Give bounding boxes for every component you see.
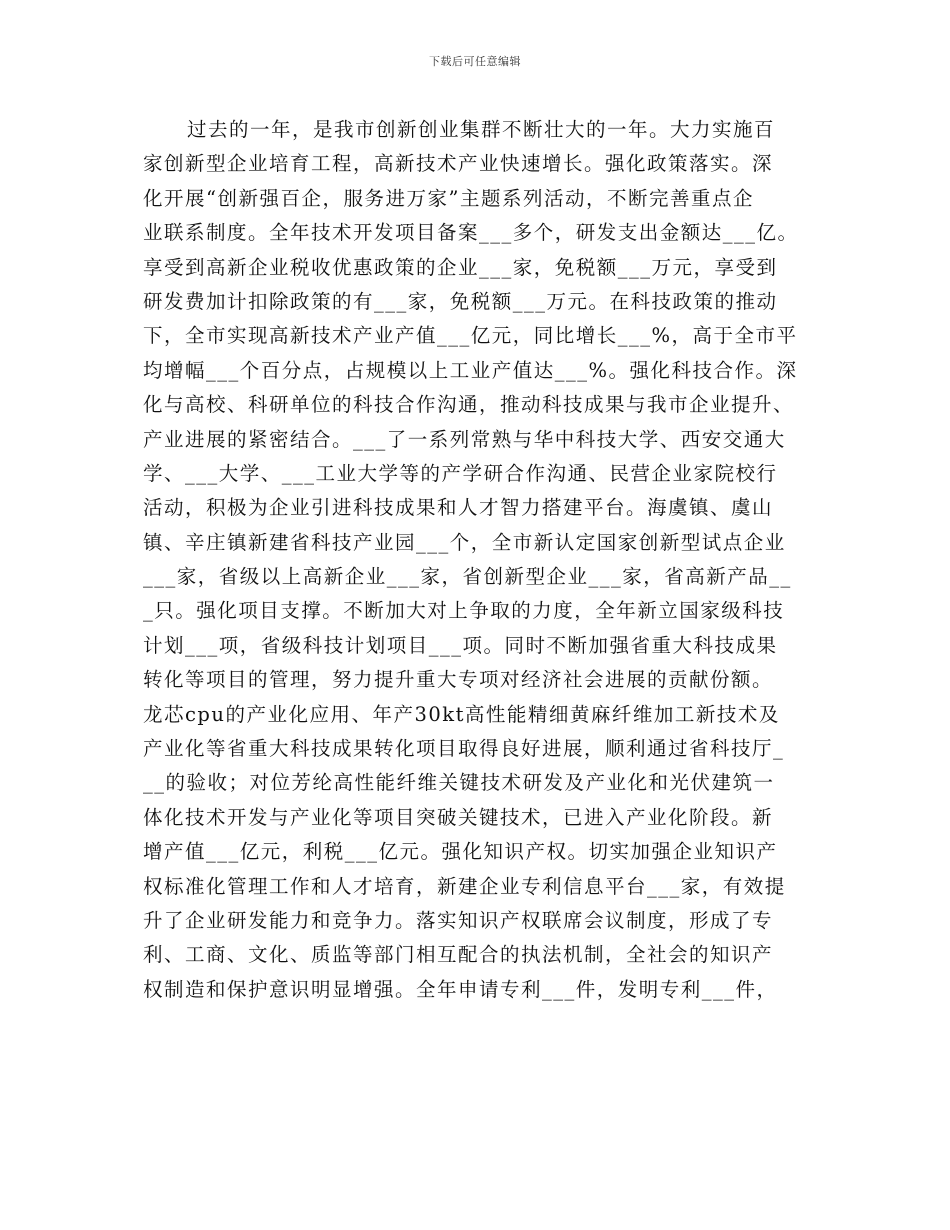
text-line: 体化技术开发与产业化等项目突破关键技术，已进入产业化阶段。新 [143, 805, 774, 829]
text-line: 享受到高新企业税收优惠政策的企业___家，免税额___万元，享受到 [143, 255, 778, 279]
text-line: 利、工商、文化、质监等部门相互配合的执法机制，全社会的知识产 [143, 943, 774, 967]
text-line: __的验收；对位芳纶高性能纤维关键技术研发及产业化和光伏建筑一 [143, 771, 775, 795]
text-line: 权标准化管理工作和人才培育，新建企业专利信息平台___家，有效提 [143, 874, 786, 898]
text-line: 镇、辛庄镇新建省科技产业园___个，全市新认定国家创新型试点企业 [143, 530, 786, 554]
text-line: 转化等项目的管理，努力提升重大专项对经济社会进展的贡献份额。 [143, 668, 774, 692]
text-line: 学、___大学、___工业大学等的产学研合作沟通、民营企业家院校行 [143, 461, 778, 485]
text-line: 研发费加计扣除政策的有___家，免税额___万元。在科技政策的推动 [143, 289, 778, 313]
body-paragraph [143, 113, 823, 1007]
text-line: 化开展“创新强百企，服务进万家”主题系列活动，不断完善重点企 [143, 186, 754, 210]
text-line: 化与高校、科研单位的科技合作沟通，推动科技成果与我市企业提升、 [143, 393, 795, 417]
page-header: 下载后可任意编辑 [429, 55, 521, 68]
text-line: 家创新型企业培育工程，高新技术产业快速增长。强化政策落实。深 [143, 152, 774, 176]
text-line: 龙芯cpu的产业化应用、年产30kt高性能精细黄麻纤维加工新技术及 [143, 702, 780, 726]
text-line: 升了企业研发能力和竞争力。落实知识产权联席会议制度，形成了专 [143, 908, 774, 932]
text-line: 下，全市实现高新技术产业产值___亿元，同比增长___%，高于全市平 [143, 324, 798, 348]
text-line: _只。强化项目支撑。不断加大对上争取的力度，全年新立国家级科技 [143, 599, 785, 623]
text-line: 计划___项，省级科技计划项目___项。同时不断加强省重大科技成果 [143, 633, 778, 657]
text-line: 过去的一年，是我市创新创业集群不断壮大的一年。大力实施百 [187, 118, 776, 141]
text-line: 产业化等省重大科技成果转化项目取得良好进展，顺利通过省科技厅_ [143, 737, 785, 761]
text-line: 均增幅___个百分点，占规模以上工业产值达___%。强化科技合作。深 [143, 358, 798, 382]
text-line: 增产值___亿元，利税___亿元。强化知识产权。切实加强企业知识产 [143, 840, 778, 864]
text-line: 业联系制度。全年技术开发项目备案___多个，研发支出金额达___亿。 [143, 221, 799, 245]
text-line: ___家，省级以上高新企业___家，省创新型企业___家，省高新产品__ [143, 565, 792, 589]
text-line: 权制造和保护意识明显增强。全年申请专利___件，发明专利___件， [143, 977, 778, 1001]
text-line: 产业进展的紧密结合。___了一系列常熟与华中科技大学、西安交通大 [143, 427, 786, 451]
text-line: 活动，积极为企业引进科技成果和人才智力搭建平台。海虞镇、虞山 [143, 496, 774, 520]
